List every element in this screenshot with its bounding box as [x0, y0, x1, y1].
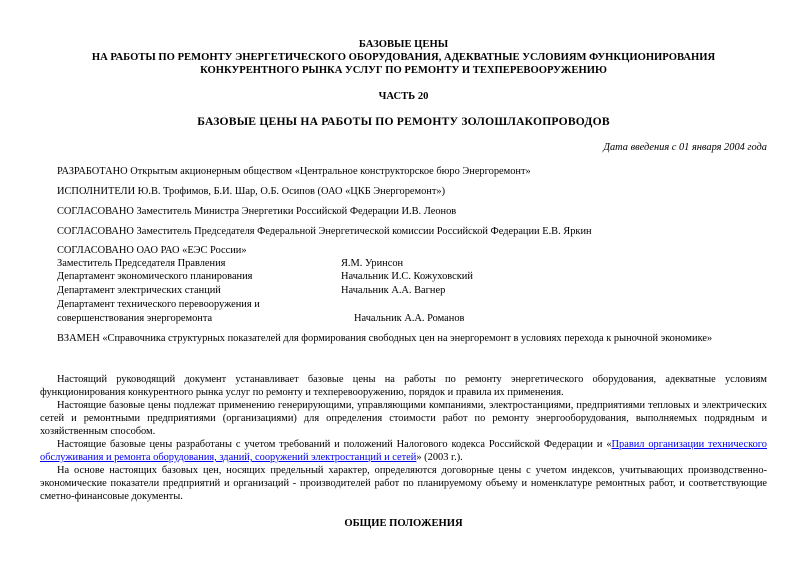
signatory-role: совершенствования энергоремонта: [57, 313, 213, 324]
paragraph-application: Настоящие базовые цены подлежат применению генерирующими, управляющими компаниями, электростанциями, предприятиями тепловых и электрических сетей и ремонтными предприятиями (организациями) для определения стоимости работ по ремонту энергооборудования, выполняемых подрядным и хозяйственным способом.: [40, 400, 767, 437]
doc-title-line-1: БАЗОВЫЕ ЦЕНЫ: [358, 39, 449, 50]
agreed-rao-ees: СОГЛАСОВАНО ОАО РАО «ЕЭС России»: [57, 245, 247, 256]
paragraph-basis-year: » (2003 г.).: [416, 452, 463, 463]
part-number: ЧАСТЬ 20: [378, 91, 429, 102]
effective-date: Дата введения с 01 января 2004 года: [603, 142, 767, 153]
paragraph-basis-text: Настоящие базовые цены разработаны с учетом требований и положений Налогового кодекса Российской Федерации и «: [57, 439, 612, 450]
signatory-person: Начальник И.С. Кожуховский: [341, 271, 473, 282]
rules-link[interactable]: Правил организации технического обслуживания и ремонта оборудования, зданий, сооружений электростанций и сетей: [40, 439, 767, 463]
body-text: [40, 373, 767, 503]
performers: ИСПОЛНИТЕЛИ Ю.В. Трофимов, Б.И. Шар, О.Б. Осипов (ОАО «ЦКБ Энергоремонт»): [57, 186, 446, 197]
signatory-role: Заместитель Председателя Правления: [57, 258, 226, 269]
signatory-role: Департамент электрических станций: [57, 285, 221, 296]
developed-by: РАЗРАБОТАНО Открытым акционерным обществом «Центральное конструкторское бюро Энергоремонт»: [57, 166, 531, 177]
doc-title-line-2: НА РАБОТЫ ПО РЕМОНТУ ЭНЕРГЕТИЧЕСКОГО ОБОРУДОВАНИЯ, АДЕКВАТНЫЕ УСЛОВИЯМ ФУНКЦИОНИРОВАНИЯ: [91, 52, 716, 63]
section-heading: ОБЩИЕ ПОЛОЖЕНИЯ: [344, 518, 463, 529]
agreed-ministry: СОГЛАСОВАНО Заместитель Министра Энергетики Российской Федерации И.В. Леонов: [57, 206, 457, 217]
paragraph-basis: [40, 438, 767, 464]
agreed-commission: СОГЛАСОВАНО Заместитель Председателя Федеральной Энергетической комиссии Российской Федерации Е.В. Яркин: [57, 226, 592, 237]
signatory-role: Департамент экономического планирования: [57, 271, 253, 282]
paragraph-contract-prices: На основе настоящих базовых цен, носящих предельный характер, определяются договорные цены с учетом индексов, учитывающих производственно-экономические показатели предприятий и организаций - производителей работ по планируемому объему и номенклатуре ремонтных работ, и соответствующие сметно-финансовые документы.: [40, 465, 767, 502]
replaces-note: ВЗАМЕН «Справочника структурных показателей для формирования свободных цен на энергоремонт в условиях перехода к рыночной экономике»: [57, 333, 713, 344]
signatory-role: Департамент технического перевооружения и: [57, 299, 260, 310]
signatory-person: Начальник А.А. Вагнер: [341, 285, 446, 296]
signatory-person: Начальник А.А. Романов: [354, 313, 465, 324]
paragraph-purpose: Настоящий руководящий документ устанавливает базовые цены на работы по ремонту энергетического оборудования, адекватные условиям функционирования конкурентного рынка услуг по ремонту и техперевооружению, порядок и правила их применения.: [40, 374, 767, 398]
doc-title-line-3: КОНКУРЕНТНОГО РЫНКА УСЛУГ ПО РЕМОНТУ И ТЕХПЕРЕВООРУЖЕНИЮ: [200, 65, 607, 76]
part-title: БАЗОВЫЕ ЦЕНЫ НА РАБОТЫ ПО РЕМОНТУ ЗОЛОШЛАКОПРОВОДОВ: [197, 115, 610, 128]
signatory-person: Я.М. Уринсон: [341, 258, 404, 269]
